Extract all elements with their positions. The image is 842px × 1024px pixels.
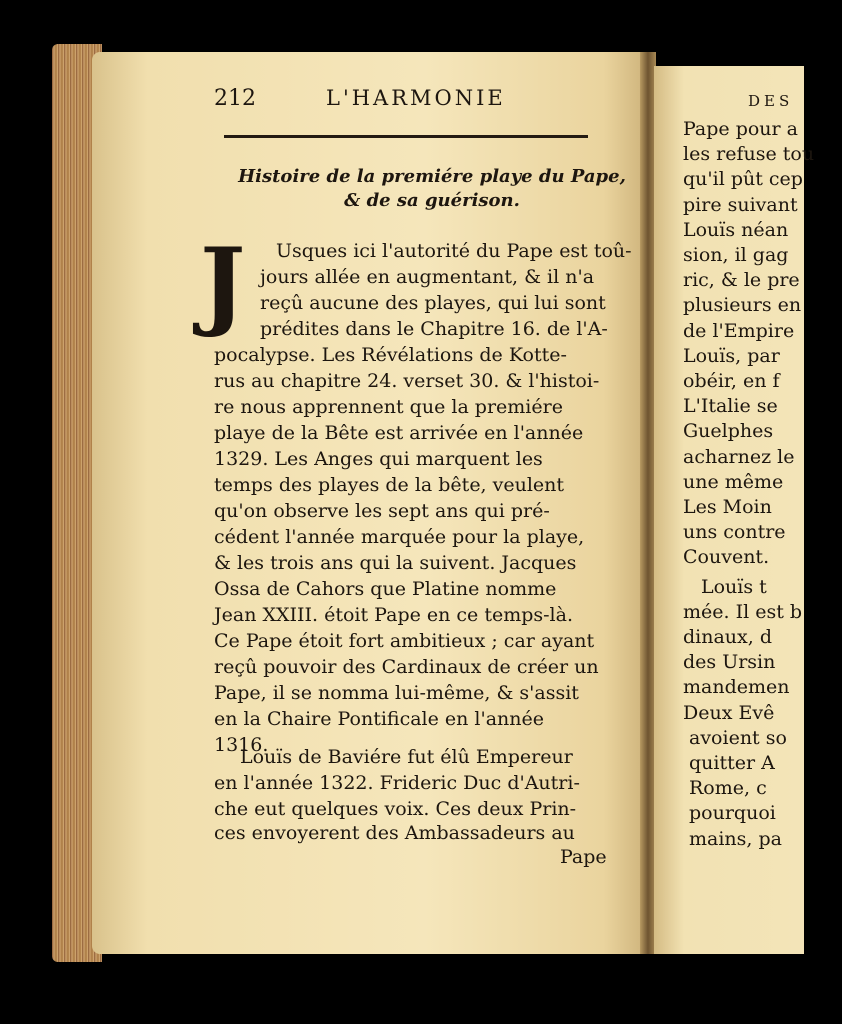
text-line: Pape, il se nomma lui-même, & s'assit — [214, 682, 579, 704]
right-text-line: une même — [683, 471, 784, 493]
text-line: re nous apprennent que la premiére — [214, 396, 563, 418]
right-text-line: Pape pour a — [683, 118, 798, 140]
drop-cap: J — [200, 227, 246, 340]
catchword: Pape — [560, 846, 607, 868]
right-text-line: de l'Empire — [683, 320, 795, 342]
right-text-line: quitter A — [689, 752, 775, 774]
text-line: en l'année 1322. Frideric Duc d'Autri- — [214, 772, 580, 794]
right-text-line: ric, & le pre — [683, 269, 800, 291]
right-text-line: Louïs t — [701, 576, 767, 598]
text-line: 1316. — [214, 734, 269, 756]
text-line: prédites dans le Chapitre 16. de l'A- — [260, 318, 608, 340]
text-line: Jean XXIII. étoit Pape en ce temps-là. — [214, 604, 574, 626]
section-title-line1: Histoire de la premiére playe du Pape, — [238, 166, 626, 187]
running-head: L'HARMONIE — [326, 86, 506, 110]
text-line: Ce Pape étoit fort ambitieux ; car ayant — [214, 630, 595, 652]
text-line: rus au chapitre 24. verset 30. & l'histoi- — [214, 370, 600, 392]
right-text-line: plusieurs en — [683, 294, 802, 316]
right-text-line: Les Moin — [683, 496, 772, 518]
right-text-line: Couvent. — [683, 546, 770, 568]
left-header — [214, 86, 614, 114]
text-line: reçû pouvoir des Cardinaux de créer un — [214, 656, 599, 678]
right-running-head: DES — [748, 92, 794, 110]
text-line: cédent l'année marquée pour la playe, — [214, 526, 585, 548]
right-text-line: des Ursin — [683, 651, 776, 673]
text-line: reçû aucune des playes, qui lui sont — [260, 292, 606, 314]
right-text-line: mée. Il est b — [683, 601, 803, 623]
right-text-line: mandemen — [683, 676, 790, 698]
text-line: pocalypse. Les Révélations de Kotte- — [214, 344, 567, 366]
right-text-line: sion, il gag — [683, 244, 789, 266]
text-line: playe de la Bête est arrivée en l'année — [214, 422, 584, 444]
text-line: Ossa de Cahors que Platine nomme — [214, 578, 557, 600]
section-title-line2: & de sa guérison. — [344, 190, 520, 211]
text-line: che eut quelques voix. Ces deux Prin- — [214, 798, 577, 820]
text-line: temps des playes de la bête, veulent — [214, 474, 565, 496]
text-line: Louïs de Baviére fut élû Empereur — [240, 746, 573, 768]
right-text-line: Deux Evê — [683, 702, 775, 724]
right-text-line: pourquoi — [689, 802, 776, 824]
right-text-line: Louïs, par — [683, 345, 780, 367]
right-text-line: acharnez le — [683, 446, 795, 468]
header-rule — [224, 135, 588, 138]
right-text-line: les refuse tou — [683, 143, 815, 165]
right-text-line: mains, pa — [689, 828, 782, 850]
right-text-line: pire suivant — [683, 194, 798, 216]
text-line: en la Chaire Pontificale en l'année — [214, 708, 545, 730]
right-text-line: avoient so — [689, 727, 787, 749]
right-text-line: Guelphes — [683, 420, 774, 442]
text-line: ces envoyerent des Ambassadeurs au — [214, 822, 575, 844]
right-text-line: uns contre — [683, 521, 786, 543]
right-text-line: L'Italie se — [683, 395, 778, 417]
right-text-line: dinaux, d — [683, 626, 772, 648]
text-line: jours allée en augmentant, & il n'a — [260, 266, 595, 288]
text-line: & les trois ans qui la suivent. Jacques — [214, 552, 577, 574]
right-text-line: Louïs néan — [683, 219, 789, 241]
right-text-line: qu'il pût cep — [683, 168, 803, 190]
right-text-line: Rome, c — [689, 777, 767, 799]
section-title — [222, 165, 642, 213]
text-line: qu'on observe les sept ans qui pré- — [214, 500, 550, 522]
page-number: 212 — [214, 86, 256, 111]
right-text-line: obéir, en f — [683, 370, 780, 392]
text-line: 1329. Les Anges qui marquent les — [214, 448, 543, 470]
text-line: Usques ici l'autorité du Pape est toû- — [276, 240, 632, 262]
